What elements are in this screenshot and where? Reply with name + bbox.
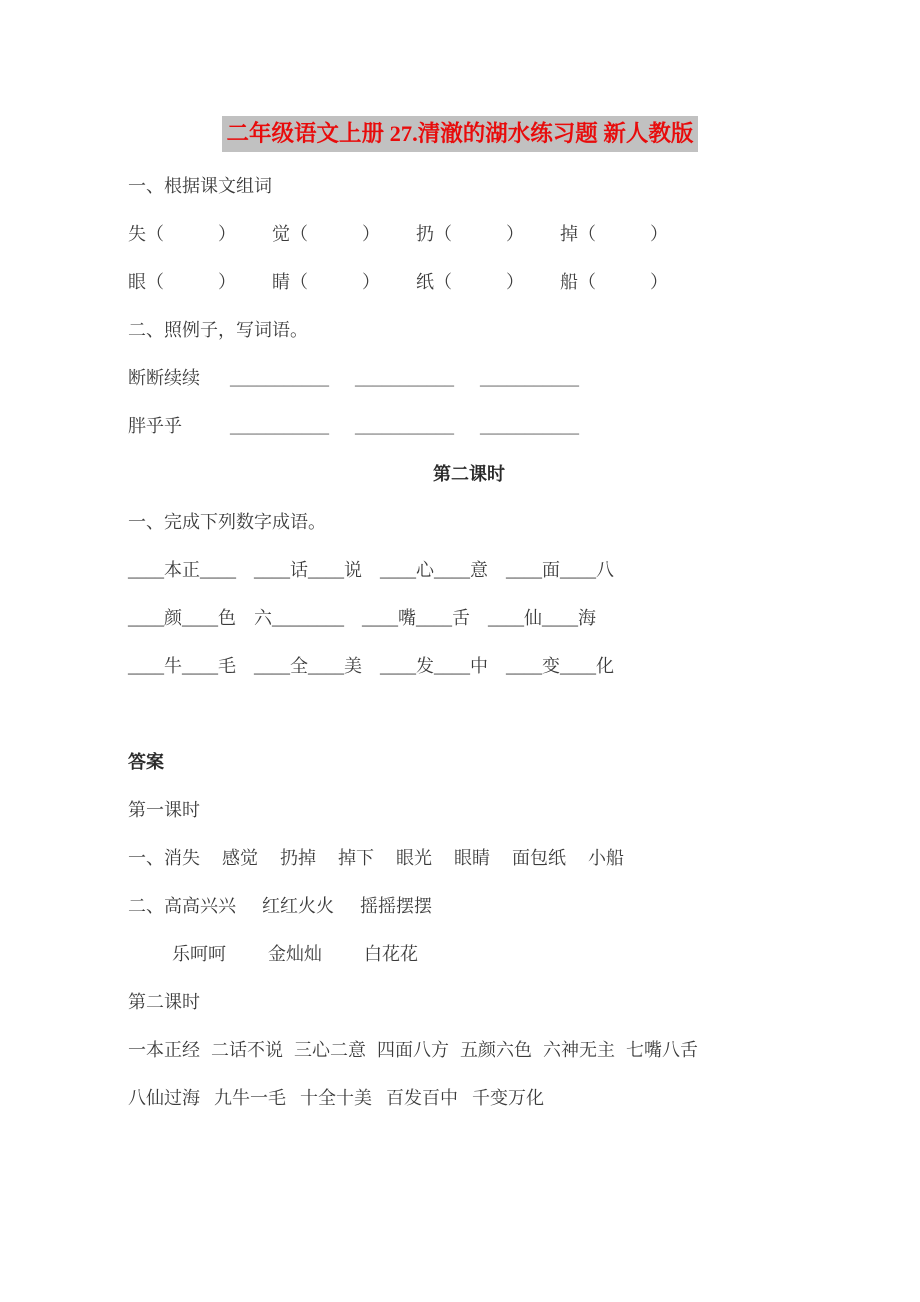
idiom-fill-item: ____变____化: [506, 656, 614, 676]
example-row-2: [128, 402, 810, 450]
answer-item: 三心二意: [294, 1040, 366, 1060]
section2-header: [128, 450, 810, 498]
answer-item: 白花花: [364, 944, 418, 964]
answer-item: 小船: [588, 848, 624, 868]
answers-part2-row-2: [128, 1074, 810, 1122]
answer-item: 六神无主: [543, 1040, 615, 1060]
blank-line: ___________: [355, 368, 454, 388]
answer-item: 一、消失: [128, 848, 200, 868]
answer-item: 四面八方: [377, 1040, 449, 1060]
answer-item: 百发百中: [386, 1088, 458, 1108]
idiom-fill-item: ____全____美: [254, 656, 362, 676]
idiom-fill-item: ____仙____海: [488, 608, 596, 628]
answer-blanks: [230, 354, 579, 402]
section1-question1-header: 一、根据课文组词: [128, 176, 272, 196]
idiom-fill-item: ____颜____色: [128, 608, 236, 628]
idiom-fill-item: ____嘴____舌: [362, 608, 470, 628]
blank-line: ___________: [355, 416, 454, 436]
blank-line: ___________: [230, 416, 329, 436]
answer-item: 五颜六色: [460, 1040, 532, 1060]
section2-question1-header: 一、完成下列数字成语。: [128, 512, 326, 532]
answer-item: 摇摇摆摆: [360, 896, 432, 916]
example-word: 断断续续: [128, 368, 200, 388]
answer-item: 七嘴八舌: [626, 1040, 698, 1060]
answers-part2-row-1: [128, 1026, 810, 1074]
document-body: [0, 162, 920, 1122]
idiom-fill-item: ____发____中: [380, 656, 488, 676]
idiom-fill-item: ____牛____毛: [128, 656, 236, 676]
document-title: 二年级语文上册 27.清澈的湖水练习题 新人教版: [222, 116, 699, 152]
idiom-fill-row-2: [128, 594, 810, 642]
word-fill-row-1: [128, 210, 810, 258]
example-row-1: [128, 354, 810, 402]
word-fill-item: 眼（ ）: [128, 272, 236, 292]
answer-item: 十全十美: [300, 1088, 372, 1108]
word-fill-item: 掉（ ）: [560, 224, 668, 244]
word-fill-item: 睛（ ）: [272, 272, 380, 292]
answer-item: 眼睛: [454, 848, 490, 868]
answer-item: 九牛一毛: [214, 1088, 286, 1108]
document-title-row: [0, 0, 920, 162]
answer-blanks: [230, 402, 579, 450]
answers-part1-row-1: [128, 834, 810, 882]
answer-item: 红红火火: [262, 896, 334, 916]
answer-item: 扔掉: [280, 848, 316, 868]
word-fill-item: 扔（ ）: [416, 224, 524, 244]
section2-header-text: 第二课时: [433, 464, 505, 484]
word-fill-item: 船（ ）: [560, 272, 668, 292]
example-word: 胖乎乎: [128, 416, 182, 436]
idiom-fill-item: 六________: [254, 608, 344, 628]
idiom-fill-row-3: [128, 642, 810, 690]
answers-part1-header: 第一课时: [128, 800, 200, 820]
answer-item: 眼光: [396, 848, 432, 868]
answer-item: 面包纸: [512, 848, 566, 868]
answer-item: 二、高高兴兴: [128, 896, 236, 916]
blank-line: ___________: [480, 416, 579, 436]
idiom-fill-item: ____心____意: [380, 560, 488, 580]
answer-item: 感觉: [222, 848, 258, 868]
blank-line: ___________: [480, 368, 579, 388]
answers-part1-row-3: [128, 930, 810, 978]
answers-part2-header: 第二课时: [128, 992, 200, 1012]
word-fill-item: 纸（ ）: [416, 272, 524, 292]
spacer-line: [128, 690, 810, 738]
answer-item: 掉下: [338, 848, 374, 868]
answer-item: 千变万化: [472, 1088, 544, 1108]
answer-item: 一本正经: [128, 1040, 200, 1060]
word-fill-row-2: [128, 258, 810, 306]
word-fill-item: 失（ ）: [128, 224, 236, 244]
answer-item: 金灿灿: [268, 944, 322, 964]
blank-line: ___________: [230, 368, 329, 388]
answers-header: 答案: [128, 752, 164, 772]
word-fill-item: 觉（ ）: [272, 224, 380, 244]
idiom-fill-item: ____面____八: [506, 560, 614, 580]
idiom-fill-item: ____本正____: [128, 560, 236, 580]
answers-part1-row-2: [128, 882, 810, 930]
answer-item: 乐呵呵: [172, 944, 226, 964]
answer-item: 八仙过海: [128, 1088, 200, 1108]
idiom-fill-item: ____话____说: [254, 560, 362, 580]
idiom-fill-row-1: [128, 546, 810, 594]
answer-item: 二话不说: [211, 1040, 283, 1060]
section1-question2-header: 二、照例子，写词语。: [128, 320, 308, 340]
